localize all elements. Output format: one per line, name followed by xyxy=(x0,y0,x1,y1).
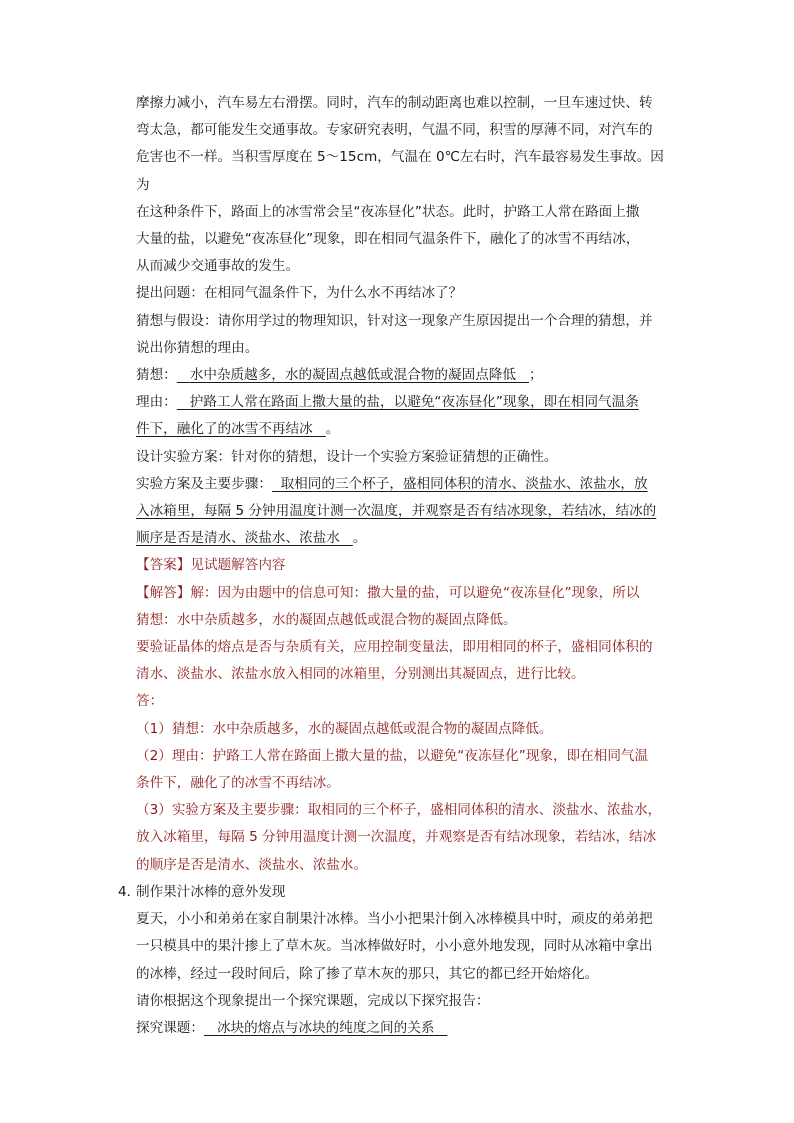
solution-line-1: 猜想：水中杂质越多，水的凝固点越低或混合物的凝固点降低。 xyxy=(136,611,517,628)
question-line: 提出问题：在相同气温条件下，为什么水不再结冰了？ xyxy=(136,285,463,302)
answer-3-line-3: 的顺序是否是清水、淡盐水、浓盐水。 xyxy=(136,856,368,873)
plan-line-3 xyxy=(136,525,664,552)
intro-line-4: 在这种条件下，路面上的冰雪常会呈“夜冻昼化”状态。此时，护路工人常在路面上撒 xyxy=(136,203,640,220)
plan-line-2 xyxy=(136,498,664,525)
plan-label: 实验方案及主要步骤： xyxy=(136,475,272,492)
reason-end: 。 xyxy=(325,421,340,438)
q4-title-line xyxy=(118,879,664,906)
hypothesis-prompt-1: 猜想与假设：请你用学过的物理知识，针对这一现象产生原因提出一个合理的猜想，并 xyxy=(136,312,653,329)
solution-line-2: 要验证晶体的熔点是否与杂质有关，应用控制变量法，即用相同的杯子，盛相同体积的 xyxy=(136,639,653,656)
reason-label: 理由： xyxy=(136,394,177,411)
answer-2-line-1: （2）理由：护路工人常在路面上撒大量的盐，以避免“夜冻昼化”现象，即在相同气温 xyxy=(136,747,649,764)
hypothesis-prompt-2: 说出你猜想的理由。 xyxy=(136,339,259,356)
q4-title: 制作果汁冰棒的意外发现 xyxy=(136,883,286,900)
q4-line-3: 的冰棒，经过一段时间后，除了掺了草木灰的那只，其它的都已经开始熔化。 xyxy=(136,965,599,982)
intro-line-3: 危害也不一样。当积雪厚度在 5～15cm，气温在 0℃左右时，汽车最容易发生事故。因为 xyxy=(136,149,664,193)
answer-1-line-1: （1）猜想：水中杂质越多，水的凝固点越低或混合物的凝固点降低。 xyxy=(136,720,553,737)
reason-answer-1: 护路工人常在路面上撒大量的盐，以避免“夜冻昼化”现象，即在相同气温条 xyxy=(189,394,639,411)
intro-line-2: 弯太急，都可能发生交通事故。专家研究表明，气温不同，积雪的厚薄不同，对汽车的 xyxy=(136,122,653,139)
solution-line-4: 答： xyxy=(136,693,164,710)
guess-label: 猜想： xyxy=(136,367,177,384)
guess-end: ； xyxy=(528,367,543,384)
q4-line-4: 请你根据这个现象提出一个探究课题，完成以下探究报告： xyxy=(136,992,490,1009)
reason-answer-2: 件下，融化了的冰雪不再结冰 xyxy=(136,421,313,438)
q4-number: 4． xyxy=(118,883,141,900)
plan-answer-1: 取相同的三个杯子，盛相同体积的清水、淡盐水、浓盐水，放 xyxy=(280,475,648,492)
solution-bracket: 【解答】 xyxy=(136,584,191,601)
guess-answer: 水中杂质越多，水的凝固点越低或混合物的凝固点降低 xyxy=(189,367,516,384)
plan-end: 。 xyxy=(352,530,367,547)
q4-topic-label: 探究课题： xyxy=(136,1019,204,1036)
intro-line-5: 大量的盐，以避免“夜冻昼化”现象，即在相同气温条件下，融化了的冰雪不再结冰， xyxy=(136,231,640,248)
answer-2-line-2: 条件下，融化了的冰雪不再结冰。 xyxy=(136,775,340,792)
answer-3-line-2: 放入冰箱里，每隔 5 分钟用温度计测一次温度，并观察是否有结冰现象，若结冰，结冰 xyxy=(136,829,657,846)
answer-tag-line xyxy=(136,552,664,579)
reason-line-2 xyxy=(136,416,664,443)
intro-line-6: 从而减少交通事故的发生。 xyxy=(136,258,300,275)
intro-line-1: 摩擦力减小，汽车易左右滑摆。同时，汽车的制动距离也难以控制，一旦车速过快、转 xyxy=(136,95,653,111)
answer-bracket: 【答案】 xyxy=(136,557,191,574)
plan-answer-3: 顺序是否是清水、淡盐水、浓盐水 xyxy=(136,530,340,547)
solution-tag-line xyxy=(136,580,664,607)
answer-text: 见试题解答内容 xyxy=(190,557,286,574)
plan-answer-2: 入冰箱里，每隔 5 分钟用温度计测一次温度，并观察是否有结冰现象，若结冰，结冰的 xyxy=(136,503,657,520)
q4-line-2: 一只模具中的果汁掺上了草木灰。当冰棒做好时，小小意外地发现，同时从冰箱中拿出 xyxy=(136,938,653,955)
q4-line-1: 夏天，小小和弟弟在家自制果汁冰棒。当小小把果汁倒入冰棒模具中时，顽皮的弟弟把 xyxy=(136,911,653,928)
answer-3-line-1: （3）实验方案及主要步骤：取相同的三个杯子，盛相同体积的清水、淡盐水、浓盐水， xyxy=(136,802,662,819)
solution-line-3: 清水、淡盐水、浓盐水放入相同的冰箱里，分别测出其凝固点，进行比较。 xyxy=(136,666,585,683)
q4-topic-line xyxy=(136,1015,664,1042)
design-line: 设计实验方案：针对你的猜想，设计一个实验方案验证猜想的正确性。 xyxy=(136,448,558,465)
solution-text: 解：因为由题中的信息可知：撒大量的盐，可以避免“夜冻昼化”现象，所以 xyxy=(190,584,640,601)
q4-topic-answer: 冰块的熔点与冰块的纯度之间的关系 xyxy=(216,1019,435,1036)
guess-line xyxy=(136,362,664,389)
plan-line-1 xyxy=(136,471,664,498)
reason-line-1 xyxy=(136,389,664,416)
